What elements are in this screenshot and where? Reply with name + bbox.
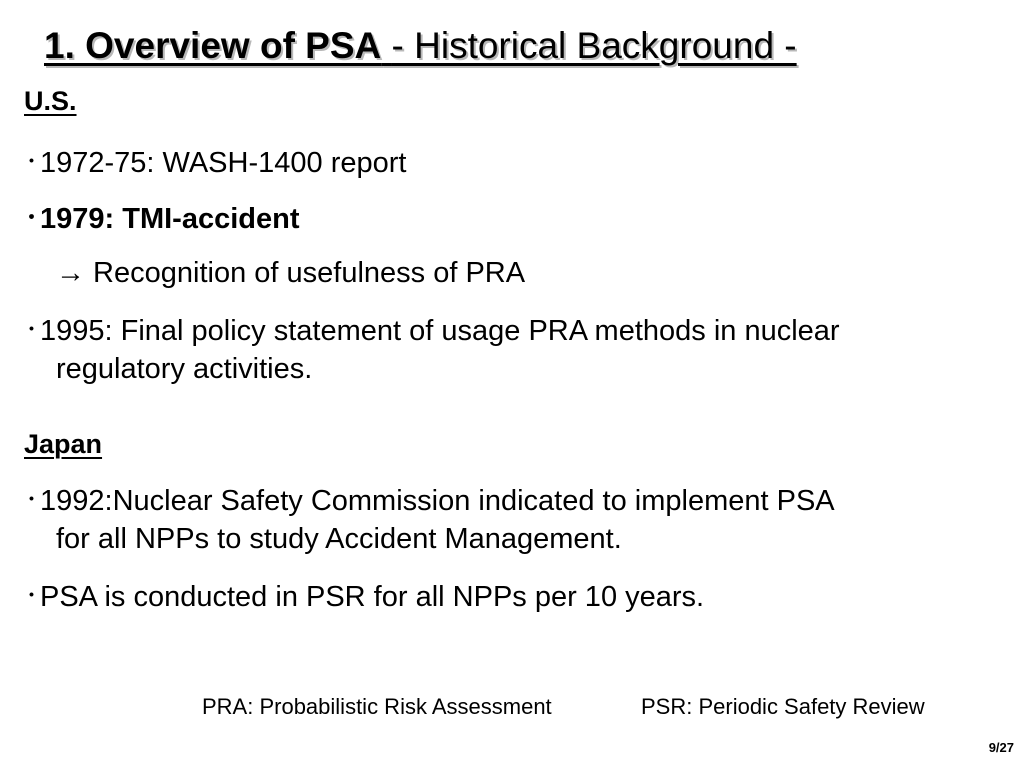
bullet-mark: ･: [26, 583, 38, 608]
bullet-text: 1972-75: WASH-1400 report: [40, 147, 407, 179]
slide-title: [44, 22, 797, 70]
page-number: 9/27: [988, 740, 1014, 755]
bullet-text: PSA is conducted in PSR for all NPPs per 10 years.: [40, 581, 705, 613]
bullet-text: 1995: Final policy statement of usage PRA methods in nuclear: [40, 315, 840, 347]
bullet-nsc-1992: [26, 479, 835, 522]
bullet-policy-statement-1995-cont: regulatory activities.: [56, 353, 313, 385]
bullet-policy-statement-1995: [26, 309, 840, 352]
sub-item-recognition-pra: → Recognition of usefulness of PRA: [56, 257, 526, 289]
bullet-text: 1979: TMI-accident: [40, 203, 300, 235]
bullet-mark: ･: [26, 205, 38, 230]
section-heading-us: U.S.: [24, 86, 77, 116]
section-heading-japan: Japan: [24, 429, 103, 459]
bullet-nsc-1992-cont: for all NPPs to study Accident Management.: [56, 523, 622, 555]
slide-title-main: 1. Overview of PSA: [44, 25, 382, 66]
footnote-pra: PRA: Probabilistic Risk Assessment: [202, 694, 552, 719]
bullet-text: 1992:Nuclear Safety Commission indicated to implement PSA: [40, 485, 835, 517]
bullet-wash-1400: [26, 141, 406, 184]
slide-title-sub: - Historical Background -: [391, 25, 797, 66]
bullet-mark: ･: [26, 487, 38, 512]
bullet-psa-in-psr: [26, 575, 704, 618]
footnote-psr: PSR: Periodic Safety Review: [641, 694, 925, 719]
bullet-tmi-accident: [26, 197, 299, 240]
bullet-mark: ･: [26, 149, 38, 174]
bullet-mark: ･: [26, 317, 38, 342]
